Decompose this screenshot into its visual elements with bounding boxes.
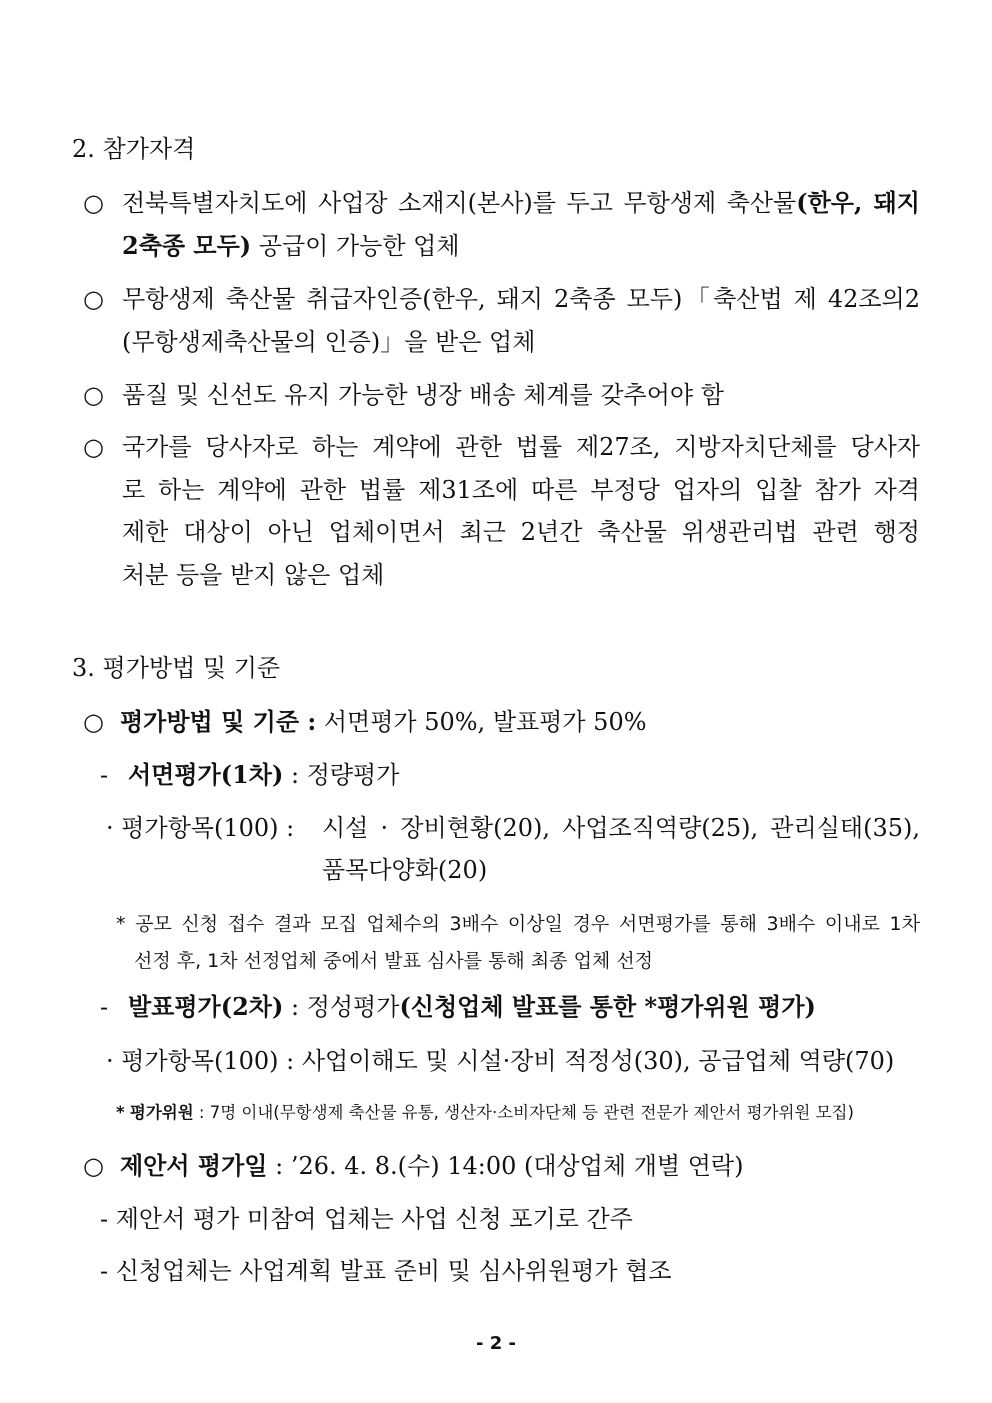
presentation-items: · 평가항목(100) : 사업이해도 및 시설·장비 적정성(30), 공급업체 역량(70) xyxy=(106,1047,895,1075)
qualification-1-line-2 xyxy=(122,231,460,261)
presentation-note xyxy=(116,1101,854,1125)
proposal-sub-1: - 제안서 평가 미참여 업체는 사업 신청 포기로 간주 xyxy=(100,1205,633,1233)
presentation-note-star: * xyxy=(116,1103,125,1122)
bullet-circle: ○ xyxy=(83,708,104,736)
qualification-4-line-1: 국가를 당사자로 하는 계약에 관한 법률 제27조, 지방자치단체를 당사자 xyxy=(122,433,920,461)
proposal-date xyxy=(120,1151,743,1181)
presentation-evaluation-label: 발표평가(2차) xyxy=(128,992,284,1021)
section-2-heading: 2. 참가자격 xyxy=(72,135,196,163)
written-note-line-1: * 공모 신청 접수 결과 모집 업체수의 3배수 이상일 경우 서면평가를 통해 3배수 이내로 1차 xyxy=(116,913,920,935)
presentation-evaluation-bold: (신청업체 발표를 통한 *평가위원 평가) xyxy=(399,992,816,1021)
written-items-line-2: 품목다양화(20) xyxy=(322,856,488,884)
presentation-evaluation xyxy=(128,992,816,1022)
qualification-2-line-1: 무항생제 축산물 취급자인증(한우, 돼지 2축종 모두)「축산법 제 42조의2 xyxy=(122,285,920,313)
written-evaluation xyxy=(128,760,399,790)
proposal-date-label: 제안서 평가일 xyxy=(120,1151,268,1180)
written-items-line-1: 시설 · 장비현황(20), 사업조직역량(25), 관리실태(35), xyxy=(322,814,920,842)
qualification-3-line-1: 품질 및 신선도 유지 가능한 냉장 배송 체계를 갖추어야 함 xyxy=(122,381,724,409)
presentation-note-text: : 7명 이내(무항생제 축산물 유통, 생산자·소비자단체 등 관련 전문가 제안서 평가위원 모집) xyxy=(193,1103,854,1122)
presentation-evaluation-value: : 정성평가 xyxy=(283,993,400,1021)
qualification-2-line-2: (무항생제축산물의 인증)」을 받은 업체 xyxy=(122,328,536,356)
dash: - xyxy=(100,993,109,1021)
written-evaluation-value: : 정량평가 xyxy=(283,761,400,789)
section-3-heading: 3. 평가방법 및 기준 xyxy=(72,654,281,682)
bullet-circle: ○ xyxy=(83,1152,104,1180)
written-items-label: · 평가항목(100) : xyxy=(106,814,295,842)
page-number: - 2 - xyxy=(476,1333,516,1354)
qualification-4-line-4: 처분 등을 받지 않은 업체 xyxy=(122,561,385,589)
qualification-4-line-3: 제한 대상이 아닌 업체이면서 최근 2년간 축산물 위생관리법 관련 행정 xyxy=(122,518,920,546)
bullet-circle: ○ xyxy=(83,189,104,217)
bullet-circle: ○ xyxy=(83,285,104,313)
qualification-4-line-2: 로 하는 계약에 관한 법률 제31조에 따른 부정당 업자의 입찰 참가 자격 xyxy=(122,476,920,504)
written-note-line-2: 선정 후, 1차 선정업체 중에서 발표 심사를 통해 최종 업체 선정 xyxy=(134,950,654,972)
qualification-1-bold: (한우, 돼지 xyxy=(796,188,920,217)
evaluation-method-label: 평가방법 및 기준 : xyxy=(120,707,317,736)
bullet-circle: ○ xyxy=(83,433,104,461)
written-evaluation-label: 서면평가(1차) xyxy=(128,760,284,789)
evaluation-method-value: 서면평가 50%, 발표평가 50% xyxy=(316,708,647,736)
proposal-sub-2: - 신청업체는 사업계획 발표 준비 및 심사위원평가 협조 xyxy=(100,1257,672,1285)
qualification-1-line-1 xyxy=(122,188,920,218)
qualification-1-text-2: 공급이 가능한 업체 xyxy=(251,232,460,260)
dash: - xyxy=(100,761,109,789)
qualification-1-text: 전북특별자치도에 사업장 소재지(본사)를 두고 무항생제 축산물 xyxy=(122,189,797,217)
qualification-1-bold-2: 2축종 모두) xyxy=(122,231,252,260)
evaluation-method xyxy=(120,707,647,737)
presentation-note-label: 평가위원 xyxy=(129,1103,194,1122)
proposal-date-value: : ’26. 4. 8.(수) 14:00 (대상업체 개별 연락) xyxy=(267,1152,744,1180)
bullet-circle: ○ xyxy=(83,381,104,409)
